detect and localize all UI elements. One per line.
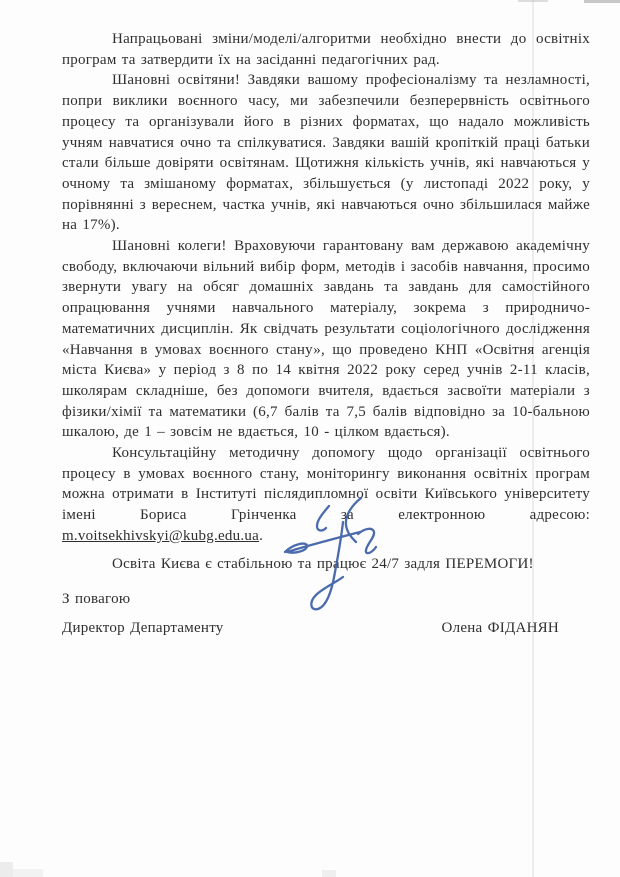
scan-artifact-top-right-2	[518, 0, 548, 2]
signer-name: Олена ФІДАНЯН	[441, 619, 559, 636]
paragraph-educators: Шановні освітяни! Завдяки вашому професіоналізму та незламності, попри виклики воєнного часу, ми забезпечили безперервність освітнього процесу та організували його в різних форматах, що надало можливість учням навчатися очно та спілкуватися. Завдяки вашій кропіткій праці батьки стали більше довіряти освітянам. Щотижня кількість учнів, які навчаються у очному та змішаному форматах, збільшується (у листопаді 2022 року, у порівнянні з вереснем, частка учнів, які навчаються очно збільшилася майже на 17%).	[62, 72, 590, 234]
scan-artifact-bottom-center	[322, 870, 336, 877]
consultation-text-end: .	[259, 527, 264, 544]
paragraph-programs: Напрацьовані зміни/моделі/алгоритми необхідно внести до освітніх програм та затвердити їх на засіданні педагогічних рад.	[62, 31, 590, 68]
closing-row	[62, 618, 590, 639]
consultation-text: Консультаційну методичну допомогу щодо організації освітнього процесу в умовах воєнного стану, моніторингу виконання освітніх програм можна отримати в Інституті післядипломної освіти Київського університету імені Бориса Грінченка за електронною адресою:	[62, 445, 590, 524]
scan-artifact-top-right	[584, 0, 620, 3]
signature-image	[263, 494, 383, 619]
scan-artifact-bottom-left	[0, 862, 13, 877]
salutation: З повагою	[62, 591, 131, 608]
scan-artifact-bottom-left-2	[13, 869, 43, 877]
signer-title: Директор Департаменту	[62, 619, 224, 636]
victory-line: Освіта Києва є стабільною та працює 24/7 задля ПЕРЕМОГИ!	[112, 555, 534, 572]
email-address: m.voitsekhivskyi@kubg.edu.ua	[62, 527, 260, 544]
paragraph-colleagues: Шановні колеги! Враховуючи гарантовану вам державою академічну свободу, включаючи вільний вибір форм, методів і засобів навчання, просимо звернути увагу на обсяг домашніх завдань та завдань для самостійного опрацювання учнями навчального матеріалу, зокрема з природничо-математичних дисциплін. Як свідчать результати соціологічного дослідження «Навчання в умовах воєнного стану», що проведено КНП «Освітня агенція міста Києва» у період з 8 по 14 квітня 2022 року серед учнів 2-11 класів, школярам складніше, без допомоги вчителя, вдається засвоїти матеріали з фізики/хімії та математики (6,7 балів та 7,5 балів відповідно за 10-бальною шкалою, де 1 – зовсім не вдається, 10 - цілком вдається).	[62, 238, 590, 441]
